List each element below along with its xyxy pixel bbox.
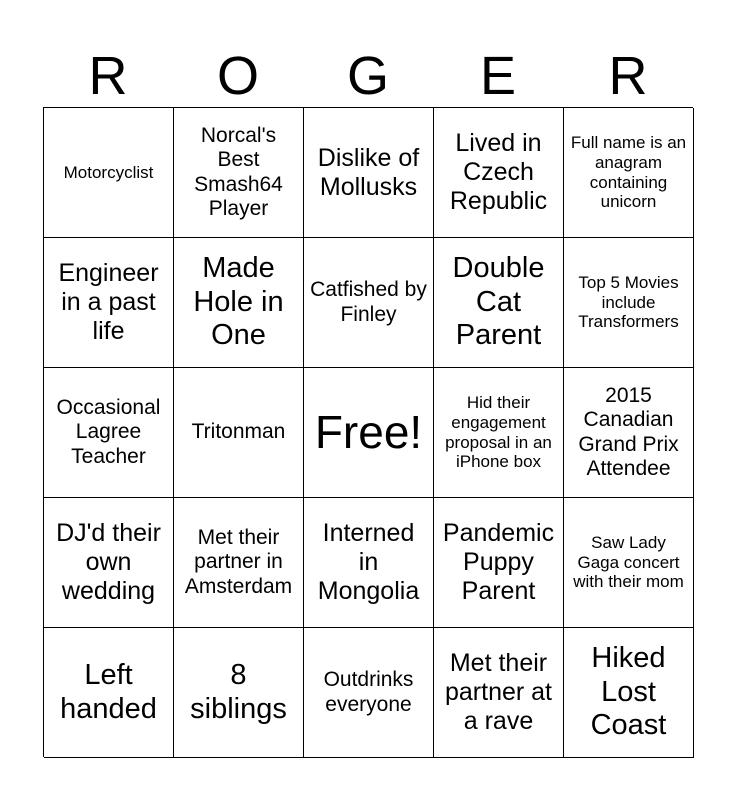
cell-text: Motorcyclist	[63, 162, 154, 182]
bingo-cell[interactable]	[434, 238, 564, 368]
cell-text: Top 5 Movies include Transformers	[578, 273, 679, 332]
bingo-cell[interactable]	[44, 368, 174, 498]
bingo-cell[interactable]	[174, 108, 304, 238]
cell-text: Pandemic Puppy Parent	[442, 519, 555, 605]
cell-text: Norcal's Best Smash64 Player	[194, 124, 283, 220]
cell-text: Made Hole in One	[193, 252, 284, 352]
bingo-cell[interactable]	[564, 238, 694, 368]
cell-text: Met their partner at a rave	[444, 649, 552, 735]
cell-text: Full name is an anagram containing unicorn	[570, 133, 687, 212]
cell-text: Hiked Lost Coast	[590, 642, 667, 742]
bingo-cell[interactable]	[434, 628, 564, 758]
bingo-cell[interactable]	[564, 108, 694, 238]
cell-text: Occasional Lagree Teacher	[56, 396, 161, 468]
bingo-cell[interactable]	[44, 628, 174, 758]
cell-text: 8 siblings	[190, 659, 287, 725]
bingo-cell[interactable]	[174, 368, 304, 498]
bingo-cell[interactable]	[174, 628, 304, 758]
bingo-cell[interactable]	[44, 498, 174, 628]
bingo-cell[interactable]	[304, 108, 434, 238]
cell-text: Hid their engagement proposal in an iPhone box	[445, 393, 552, 472]
cell-text: Catfished by Finley	[310, 278, 427, 326]
bingo-cell[interactable]	[304, 238, 434, 368]
bingo-cell[interactable]	[174, 238, 304, 368]
title-letter: G	[346, 46, 389, 106]
bingo-cell[interactable]	[564, 368, 694, 498]
cell-text: Tritonman	[191, 420, 286, 444]
cell-text: 2015 Canadian Grand Prix Attendee	[578, 384, 679, 480]
bingo-cell[interactable]	[434, 368, 564, 498]
bingo-cell[interactable]	[434, 108, 564, 238]
bingo-cell[interactable]	[304, 628, 434, 758]
cell-text: Left handed	[60, 659, 157, 725]
cell-text: Double Cat Parent	[452, 252, 545, 352]
cell-text: Lived in Czech Republic	[449, 129, 548, 215]
cell-text: Saw Lady Gaga concert with their mom	[573, 533, 684, 592]
bingo-cell[interactable]	[564, 498, 694, 628]
title-letter: R	[88, 46, 128, 106]
bingo-cell[interactable]	[174, 498, 304, 628]
cell-text: Engineer in a past life	[58, 259, 159, 345]
title-letter: R	[608, 46, 648, 106]
title-letter: E	[479, 46, 517, 106]
cell-text: Dislike of Mollusks	[317, 143, 420, 201]
free-space[interactable]	[304, 368, 434, 498]
cell-text: Outdrinks everyone	[323, 668, 414, 716]
cell-text: Met their partner in Amsterdam	[184, 526, 293, 598]
title-letter: O	[216, 46, 259, 106]
bingo-title	[43, 44, 693, 108]
bingo-cell[interactable]	[564, 628, 694, 758]
bingo-cell[interactable]	[434, 498, 564, 628]
cell-text: DJ'd their own wedding	[56, 519, 161, 605]
free-space-label: Free!	[314, 406, 423, 459]
bingo-board	[43, 107, 693, 757]
bingo-cell[interactable]	[304, 498, 434, 628]
bingo-cell[interactable]	[44, 108, 174, 238]
bingo-cell[interactable]	[44, 238, 174, 368]
cell-text: Interned in Mongolia	[317, 519, 420, 605]
